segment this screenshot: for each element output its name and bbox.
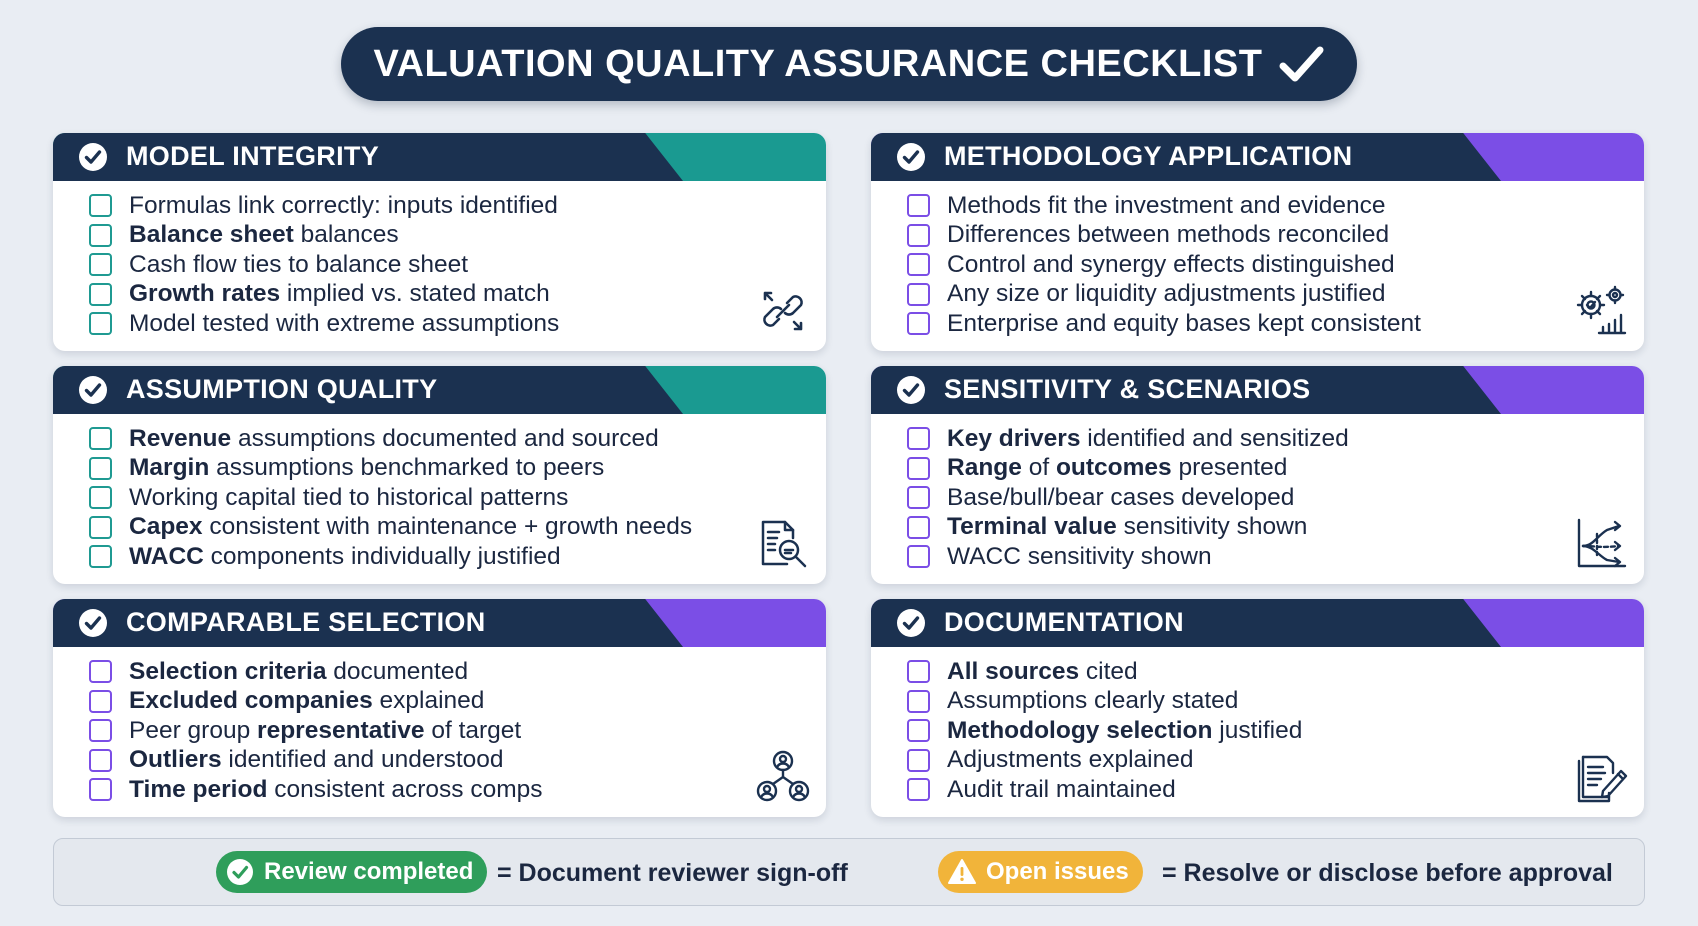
check-circle-icon: [78, 375, 108, 405]
checklist-item: [907, 483, 1349, 513]
page-title: VALUATION QUALITY ASSURANCE CHECKLIST: [373, 42, 1263, 85]
checklist-item: [89, 483, 692, 513]
checkbox[interactable]: [907, 283, 930, 306]
card-title: DOCUMENTATION: [944, 607, 1184, 637]
checklist-card-assumption-quality: [53, 366, 826, 584]
checklist-item-text: WACC components individually justified: [129, 542, 561, 570]
checkbox[interactable]: [907, 516, 930, 539]
checklist-item-text: Model tested with extreme assumptions: [129, 309, 560, 337]
checkbox[interactable]: [907, 486, 930, 509]
checklist-item-text: Excluded companies explained: [129, 687, 485, 715]
checklist-card-documentation: [871, 599, 1644, 817]
checklist-item-text: Terminal value sensitivity shown: [947, 513, 1308, 541]
card-header: [53, 366, 826, 414]
checklist-item: [907, 657, 1302, 687]
checklist-item: [89, 775, 542, 805]
checklist-item-text: Revenue assumptions documented and sourced: [129, 424, 659, 452]
checklist-item: [907, 221, 1421, 251]
check-circle-icon: [78, 608, 108, 638]
card-title: METHODOLOGY APPLICATION: [944, 141, 1353, 171]
checklist-item: [907, 716, 1302, 746]
checklist-item: [89, 513, 692, 543]
checklist-item: [89, 280, 559, 310]
checklist-item: [907, 746, 1302, 776]
checklist-item-text: Margin assumptions benchmarked to peers: [129, 454, 605, 482]
open-issues-badge: [938, 851, 1143, 893]
card-title: COMPARABLE SELECTION: [126, 607, 486, 637]
checklist-item: [907, 775, 1302, 805]
checklist-item-text: Balance sheet balances: [129, 221, 399, 249]
checklist: [89, 657, 542, 805]
checklist: [907, 657, 1302, 805]
document-edit-icon: [1573, 749, 1629, 805]
checklist-item-text: Range of outcomes presented: [947, 454, 1288, 482]
checklist: [907, 191, 1421, 339]
gear-chart-icon: [1573, 283, 1629, 339]
checklist-item-text: WACC sensitivity shown: [947, 542, 1212, 570]
card-title: SENSITIVITY & SCENARIOS: [944, 374, 1311, 404]
checkbox[interactable]: [907, 690, 930, 713]
checklist-item: [89, 424, 692, 454]
review-completed-badge: [216, 851, 487, 893]
checkbox[interactable]: [907, 457, 930, 480]
checklist-item-text: Working capital tied to historical patterns: [129, 483, 569, 511]
checklist-item-text: Selection criteria documented: [129, 657, 469, 685]
card-title: MODEL INTEGRITY: [126, 141, 380, 171]
link-icon: [755, 283, 811, 339]
checklist-item: [907, 542, 1349, 572]
checkbox[interactable]: [89, 690, 112, 713]
card-header: [871, 366, 1644, 414]
checklist-card-sensitivity-scenarios: [871, 366, 1644, 584]
checklist-item: [907, 687, 1302, 717]
checkbox[interactable]: [89, 516, 112, 539]
checklist-item-text: Audit trail maintained: [947, 775, 1176, 803]
scenario-chart-icon: [1573, 516, 1629, 572]
checklist-card-comparable-selection: [53, 599, 826, 817]
checkbox[interactable]: [89, 253, 112, 276]
checklist-item: [89, 221, 559, 251]
checkbox[interactable]: [89, 224, 112, 247]
card-header: [871, 599, 1644, 647]
people-network-icon: [755, 749, 811, 805]
checklist-item: [89, 746, 542, 776]
checklist-item-text: Control and synergy effects distinguished: [947, 250, 1395, 278]
checklist-item-text: Peer group representative of target: [129, 716, 522, 744]
checkbox[interactable]: [89, 486, 112, 509]
checkbox[interactable]: [89, 545, 112, 568]
checklist-item-text: Enterprise and equity bases kept consistent: [947, 309, 1421, 337]
checkbox[interactable]: [907, 660, 930, 683]
checklist-card-methodology-application: [871, 133, 1644, 351]
open-issues-label: Open issues: [986, 858, 1129, 885]
checklist-item-text: Cash flow ties to balance sheet: [129, 250, 469, 278]
checklist-item-text: Growth rates implied vs. stated match: [129, 280, 550, 308]
checkmark-icon: [1277, 40, 1325, 88]
checkbox[interactable]: [89, 457, 112, 480]
checklist-item-text: Key drivers identified and sensitized: [947, 424, 1349, 452]
checklist-item: [89, 542, 692, 572]
checklist-item-text: Methods fit the investment and evidence: [947, 191, 1386, 219]
checklist-item: [907, 191, 1421, 221]
checklist-item-text: All sources cited: [947, 657, 1138, 685]
checklist-item-text: Methodology selection justified: [947, 716, 1303, 744]
checklist-item-text: Formulas link correctly: inputs identified: [129, 191, 558, 219]
card-header: [53, 599, 826, 647]
checklist-item-text: Capex consistent with maintenance + growth needs: [129, 513, 693, 541]
checkbox[interactable]: [907, 224, 930, 247]
document-search-icon: [755, 516, 811, 572]
checklist-item: [89, 454, 692, 484]
checklist-item: [907, 280, 1421, 310]
checkbox[interactable]: [89, 778, 112, 801]
checklist-item: [907, 250, 1421, 280]
checklist-item-text: Assumptions clearly stated: [947, 687, 1239, 715]
checklist-card-model-integrity: [53, 133, 826, 351]
check-circle-icon: [896, 375, 926, 405]
review-completed-description: = Document reviewer sign-off: [497, 859, 848, 887]
checkbox[interactable]: [89, 427, 112, 450]
checklist-item-text: Outliers identified and understood: [129, 746, 504, 774]
checklist-item: [907, 309, 1421, 339]
checklist-item-text: Adjustments explained: [947, 746, 1194, 774]
checklist: [89, 424, 692, 572]
checkbox[interactable]: [907, 545, 930, 568]
checklist-item-text: Any size or liquidity adjustments justified: [947, 280, 1386, 308]
checklist-item-text: Base/bull/bear cases developed: [947, 483, 1295, 511]
checkbox[interactable]: [89, 749, 112, 772]
checkbox[interactable]: [907, 749, 930, 772]
checkbox[interactable]: [907, 253, 930, 276]
check-circle-icon: [896, 608, 926, 638]
checklist-item: [907, 513, 1349, 543]
card-header: [871, 133, 1644, 181]
checklist-item-text: Differences between methods reconciled: [947, 221, 1390, 249]
page-title-banner: [341, 27, 1357, 101]
open-issues-description: = Resolve or disclose before approval: [1162, 859, 1613, 887]
check-circle-icon: [896, 142, 926, 172]
checklist: [907, 424, 1349, 572]
checkbox[interactable]: [907, 719, 930, 742]
checkbox[interactable]: [89, 312, 112, 335]
checkbox[interactable]: [89, 283, 112, 306]
checklist-item: [89, 657, 542, 687]
checkbox[interactable]: [907, 194, 930, 217]
checklist-item: [89, 250, 559, 280]
checklist-item: [89, 716, 542, 746]
check-circle-icon: [78, 142, 108, 172]
checklist-item: [89, 687, 542, 717]
checkbox[interactable]: [907, 778, 930, 801]
checklist-item: [89, 191, 559, 221]
checklist-item-text: Time period consistent across comps: [129, 775, 543, 803]
checklist-item: [907, 454, 1349, 484]
checklist-item: [89, 309, 559, 339]
review-completed-label: Review completed: [264, 858, 474, 885]
checkbox[interactable]: [89, 194, 112, 217]
checkbox[interactable]: [89, 660, 112, 683]
card-title: ASSUMPTION QUALITY: [126, 374, 438, 404]
checklist-item: [907, 424, 1349, 454]
check-circle-icon: [226, 858, 254, 886]
warning-icon: [948, 858, 976, 886]
checkbox[interactable]: [907, 312, 930, 335]
checklist: [89, 191, 559, 339]
card-header: [53, 133, 826, 181]
legend-bar: [53, 838, 1645, 906]
checkbox[interactable]: [89, 719, 112, 742]
checkbox[interactable]: [907, 427, 930, 450]
